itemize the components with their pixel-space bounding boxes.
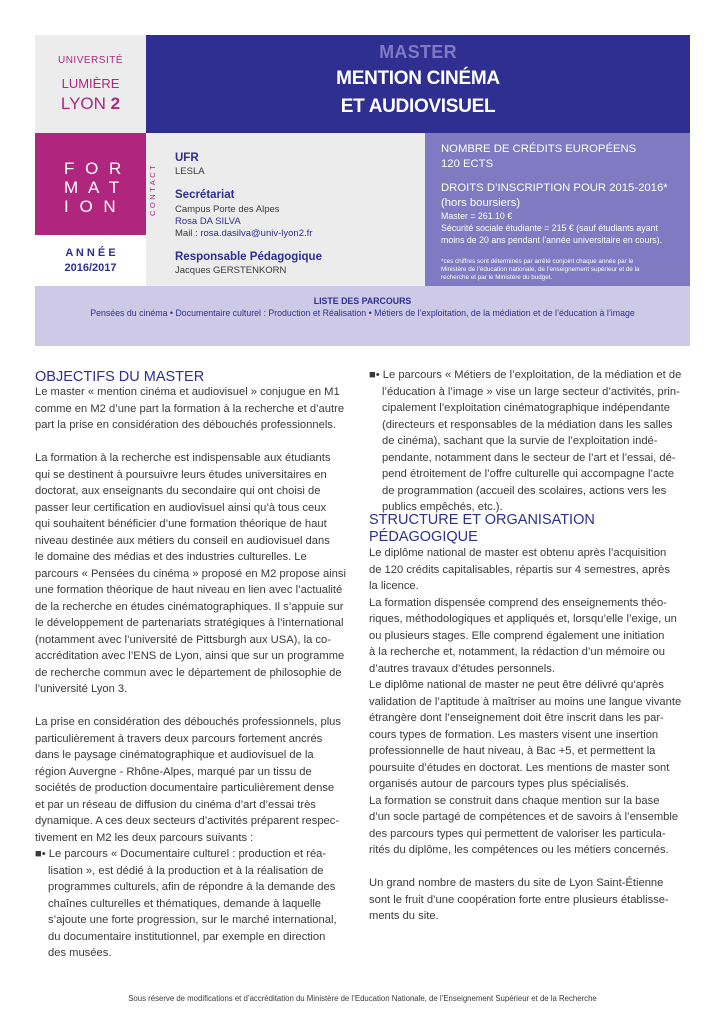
secretariat-line-1: Campus Porte des Alpes [175,204,280,215]
formation-row-3: I O N [64,197,119,216]
text-line: de programmation (accueil des scolaires, actions vers les [382,484,667,497]
text-line: publics empêchés, etc.). [382,501,503,513]
text-line: le domaine des médias et des industries culturelles. Le [35,551,307,563]
text-line: le développement de partenariats stratégiques à l’international [35,617,344,629]
structure-s1 [369,545,691,595]
formation-block [35,133,146,235]
structure-body [369,545,691,925]
text-line: parcours « Pensées du cinéma » proposé en M2 propose ainsi [35,567,346,580]
text-line: professionnelle de haut niveau, à Bac +5, et permettent la [369,745,656,757]
text-line: l’université Lyon 3. [35,683,128,695]
text-line: ■• Le parcours « Métiers de l’exploitation, de la médiation et de [369,369,682,381]
footer-note: Sous réserve de modifications et d’accréditation du Ministère de l’Education Nationale, de l’Enseignement Supérieur et de la Recherche [128,994,597,1003]
parcours-bullet-2 [369,367,691,516]
objectifs-p1 [35,384,355,434]
title-banner [146,35,690,133]
text-line: d’un socle partagé de compétences et de savoirs à l’ensemble [369,811,679,823]
text-line: ments du site. [369,910,439,922]
credits-label: NOMBRE DE CRÉDITS EUROPÉENS [441,143,637,155]
text-line: région Auvergne - Rhône-Alpes, marqué par un tissu de [35,765,312,778]
structure-s2 [369,595,691,678]
text-line: ou plusieurs stages. Elle comprend également une initiation [369,629,665,642]
note-line-2: Ministère de l’éducation nationale, de l’enseignement supérieur et de la [441,266,640,273]
secretariat-label: Secrétariat [175,189,235,201]
structure-heading-1: STRUCTURE ET ORGANISATION [369,512,595,528]
text-line: cipalement l’exploitation cinématographique indépendante [382,402,670,414]
text-line: Un grand nombre de masters du site de Lyon Saint-Étienne [369,877,664,889]
text-line: (notamment avec l’université de Pittsburgh aux USA), la co- [35,633,331,646]
structure-s5 [369,875,691,925]
objectifs-p2 [35,450,355,698]
contact-vertical-label: CONTACT [148,162,157,216]
text-line: rités du diplôme, les compétences ou les métiers concernés. [369,844,669,856]
ufr-label: UFR [175,152,199,164]
text-line: l’éducation à l’image » vise un large secteur d’activités, prin- [382,385,680,398]
objectifs-bullet-1 [35,846,355,962]
logo-lyon-number: 2 [110,94,121,113]
title-kicker: MASTER [379,42,457,62]
text-line: pend étroitement de l’offre culturelle qui accompagne l’acte [382,468,675,480]
title-line-2: ET AUDIOVISUEL [340,96,496,117]
logo-line-lumiere: LUMIÈRE [61,76,120,91]
text-line: validation de l’aptitude à maîtriser au moins une langue vivante [369,695,682,708]
mail-link[interactable]: rosa.dasilva@univ-lyon2.fr [200,228,313,239]
ufr-value: LESLA [175,166,205,177]
text-line: s’ajoute une forte progression, sur le marché international, [48,914,337,926]
right-bullet-block [369,367,691,516]
text-line: chaînes culturelles et thématiques, demande à laquelle [48,897,322,910]
mail-line [175,228,312,239]
text-line: passer leur certification en audiovisuel ainsi qu’à tous ceux [35,501,327,514]
logo-lyon: LYON [60,94,106,113]
year-block [35,235,146,286]
text-line: doctorat, aux enseignants du secondaire qui ont choisi de [35,485,321,497]
text-line: La formation dispensée comprend des enseignements théo- [369,596,667,609]
text-line: de 120 crédits capitalisables, répartis sur 4 semestres, après [369,563,670,576]
responsable-label: Responsable Pédagogique [175,251,322,263]
structure-heading-2: PÉDAGOGIQUE [369,529,478,545]
year-label: A N N É E [65,247,116,259]
text-line: de recherche commun avec le département de philosophie de [35,666,342,679]
text-line: des parcours types qui permettent de valoriser les particula- [369,827,666,840]
text-line: cours types de formation. Les masters visent une insertion [369,728,659,741]
text-line: organisés autour de parcours types plus spécialisés. [369,778,629,790]
text-line: programmes culturels, afin de répondre à la demande des [48,881,336,893]
text-line: ■• Le parcours « Documentaire culturel : production et réa- [35,848,327,860]
droits-sub: (hors boursiers) [441,197,521,209]
structure-s3 [369,677,691,793]
secu-line-2: moins de 20 ans pendant l’année universitaire en cours). [441,235,663,245]
text-line: La formation se construit dans chaque mention sur la base [369,794,660,807]
note-line-3: recherche et par le Ministère du budget. [441,274,553,281]
text-line: tivement en M2 les deux parcours suivants : [35,831,254,844]
text-line: à la recherche et, notamment, la rédaction d’un mémoire ou [369,646,666,658]
text-line: des musées. [48,947,112,959]
text-line: riques, méthodologiques et appliqués et, lorsqu’elle l’exige, un [369,613,677,625]
objectifs-body [35,384,355,962]
text-line: dynamique. A ces deux secteurs d’activités préparent respec- [35,815,340,827]
text-line: de la recherche en études cinématographiques. Il s’appuie sur [35,600,344,613]
contact-strip [146,133,166,286]
text-line: part la prise en considération des débouchés professionnels. [35,419,337,431]
text-line: Le master « mention cinéma et audiovisuel » conjugue en M1 [35,386,340,398]
text-line: du documentaire institutionnel, par exemple en direction [48,930,326,943]
secu-line-1: Sécurité sociale étudiante = 215 € (sauf étudiants ayant [441,223,658,233]
text-line: sociétés de production documentaire particulièrement dense [35,782,335,794]
responsable-value: Jacques GERSTENKORN [175,265,287,276]
formation-row-1: F O R [64,159,125,178]
text-line: dans le paysage cinématographique et audiovisuel de la [35,749,314,761]
parcours-title: LISTE DES PARCOURS [313,296,412,306]
droits-label: DROITS D’INSCRIPTION POUR 2015-2016* [441,182,668,194]
text-line: (directeurs et responsables de la médiation dans les salles [382,418,673,431]
text-line: une formation théorique de haut niveau en lien avec l’actualité [35,584,343,596]
text-line: accréditation avec l’ENS de Lyon, ainsi que sur un programme [35,650,345,662]
contact-block [166,133,425,286]
text-line: Le diplôme national de master ne peut être délivré qu’après [369,679,664,691]
objectifs-p3 [35,714,355,846]
text-line: qui se destinent à poursuivre leurs études universitaires en [35,468,327,481]
text-line: qui souhaitent bénéficier d’une formation théorique de haut [35,518,327,530]
secretariat-line-2: Rosa DA SILVA [175,216,241,227]
year-value: 2016/2017 [64,262,117,274]
credits-value: 120 ECTS [441,158,494,170]
logo-line-lyon [35,94,146,114]
parcours-block [35,286,690,346]
formation-row-2: M A T [64,178,123,197]
text-line: étrangère dont l’enseignement doit être inscrit dans les par- [369,712,664,724]
text-line: de cinéma), sachant que la survie de l’exploitation indé- [382,435,658,447]
university-logo [35,35,146,133]
text-line: particulièrement à travers deux parcours fortement ancrés [35,732,323,745]
text-line: la licence. [369,580,419,592]
credits-block [425,133,690,286]
text-line: d’autres travaux d’études personnels. [369,662,555,675]
parcours-list: Pensées du cinéma • Documentaire culturel : Production et Réalisation • Métiers de l’exploitation, de la médiation et de l’éducation à l’image [90,308,635,318]
text-line: La prise en considération des débouchés professionnels, plus [35,716,341,728]
text-line: pendante, notamment dans le secteur de l’art et l’essai, dé- [382,451,676,464]
text-line: lisation », est dédié à la production et à la réalisation de [48,864,324,877]
text-line: niveau destinée aux métiers du conseil en audiovisuel dans [35,534,330,547]
text-line: sont le fruit d’une coopération forte entre plusieurs établisse- [369,893,669,906]
title-line-1: MENTION CINÉMA [336,68,500,89]
text-line: comme en M2 d’une part la formation à la recherche et d’autre [35,402,345,415]
structure-s4 [369,793,691,859]
master-fee: Master = 261.10 € [441,211,513,221]
logo-line-universite: UNIVERSITÉ [57,55,123,66]
objectifs-heading: OBJECTIFS DU MASTER [35,369,205,385]
text-line: poursuite d’études en doctorat. Les mentions de master sont [369,761,670,774]
text-line: Le diplôme national de master est obtenu après l’acquisition [369,547,667,559]
text-line: La formation à la recherche est indispensable aux étudiants [35,452,331,464]
note-line-1: *ces chiffres sont déterminés par arrêté conjoint chaque année par le [441,258,634,265]
text-line: et par un réseau de diffusion du cinéma d’art d’essai très [35,798,316,811]
mail-prefix: Mail : [175,228,201,239]
